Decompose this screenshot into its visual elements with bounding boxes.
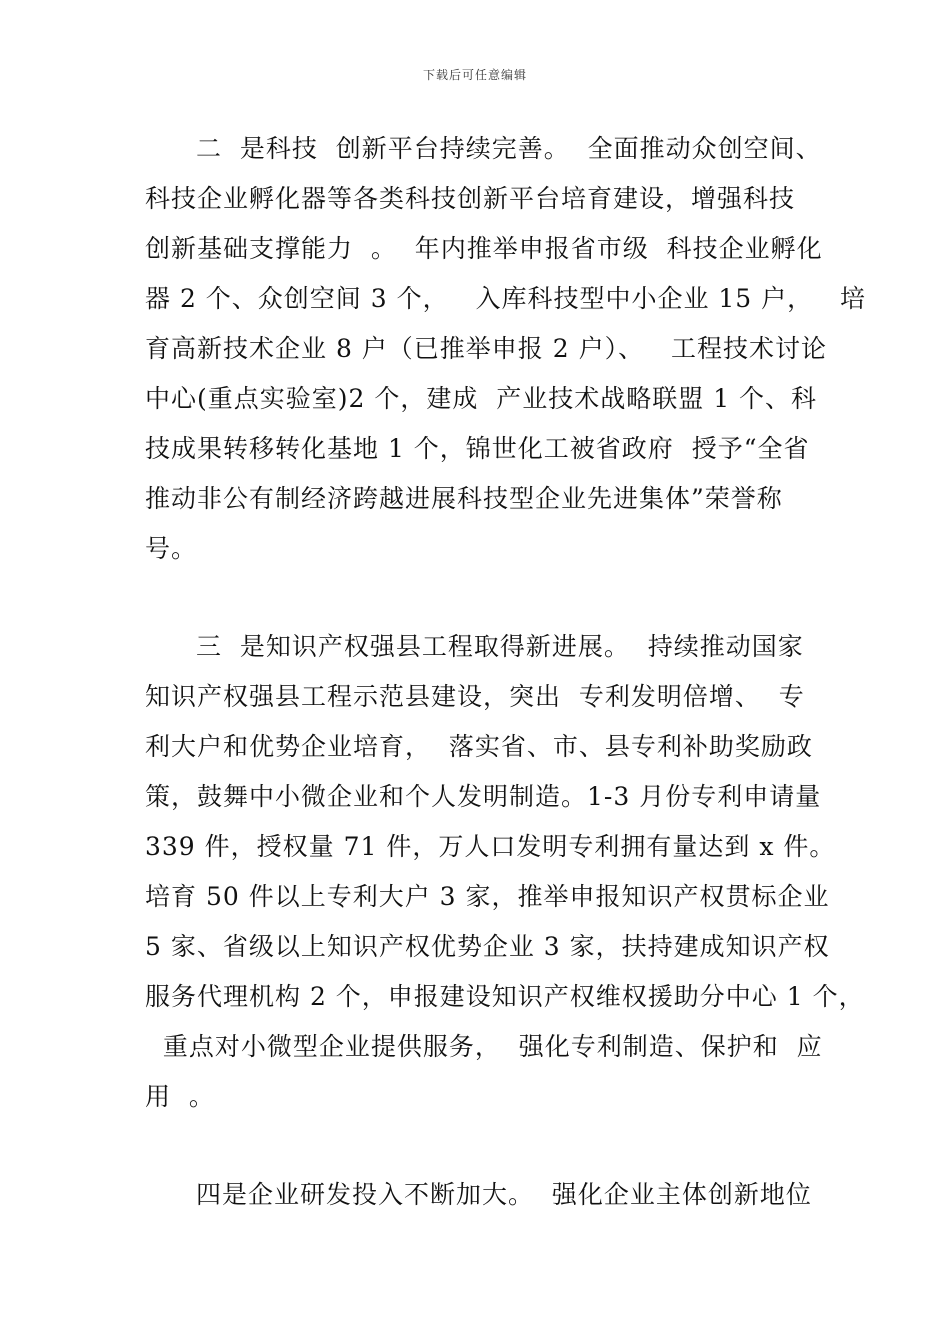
page-header: 下载后可任意编辑 (422, 68, 527, 82)
paragraph-1-line-5: 育高新技术企业 8 户（已推举申报 2 户）、 工程技术讨论 (145, 334, 827, 363)
paragraph-1-line-7: 技成果转移转化基地 1 个，锦世化工被省政府 授予“全省 (145, 434, 810, 463)
paragraph-2-line-2: 知识产权强县工程示范县建设，突出 专利发明倍增、 专 (145, 682, 805, 711)
paragraph-1-line-1: 二 是科技 创新平台持续完善。 全面推动众创空间、 (196, 134, 822, 163)
paragraph-1-line-6: 中心(重点实验室)2 个，建成 产业技术战略联盟 1 个、科 (145, 384, 818, 413)
paragraph-1-line-3: 创新基础支撑能力 。 年内推举申报省市级 科技企业孵化 (145, 234, 823, 263)
paragraph-2-line-7: 5 家、省级以上知识产权优势企业 3 家，扶持建成知识产权 (145, 932, 830, 961)
paragraph-3-line-1: 四是企业研发投入不断加大。 强化企业主体创新地位 (196, 1180, 812, 1209)
paragraph-2-line-1: 三 是知识产权强县工程取得新进展。 持续推动国家 (196, 632, 804, 661)
paragraph-2-line-4: 策，鼓舞中小微企业和个人发明制造。1-3 月份专利申请量 (145, 782, 822, 811)
paragraph-2-line-5: 339 件，授权量 71 件，万人口发明专利拥有量达到 x 件。 (145, 832, 836, 861)
paragraph-2-line-9: 重点对小微型企业提供服务， 强化专利制造、保护和 应 (145, 1032, 823, 1061)
paragraph-2-line-6: 培育 50 件以上专利大户 3 家，推举申报知识产权贯标企业 (145, 882, 830, 911)
paragraph-2-line-8: 服务代理机构 2 个，申报建设知识产权维权援助分中心 1 个， (145, 982, 865, 1011)
paragraph-2-line-3: 利大户和优势企业培育， 落实省、市、县专利补助奖励政 (145, 732, 813, 761)
paragraph-1-line-4: 器 2 个、众创空间 3 个， 入库科技型中小企业 15 户， 培 (145, 284, 866, 313)
paragraph-1-line-2: 科技企业孵化器等各类科技创新平台培育建设，增强科技 (145, 184, 796, 213)
paragraph-1-line-8: 推动非公有制经济跨越进展科技型企业先进集体”荣誉称 (145, 484, 783, 513)
paragraph-1-line-9: 号。 (145, 534, 198, 563)
paragraph-2-line-10: 用 。 (145, 1082, 215, 1111)
